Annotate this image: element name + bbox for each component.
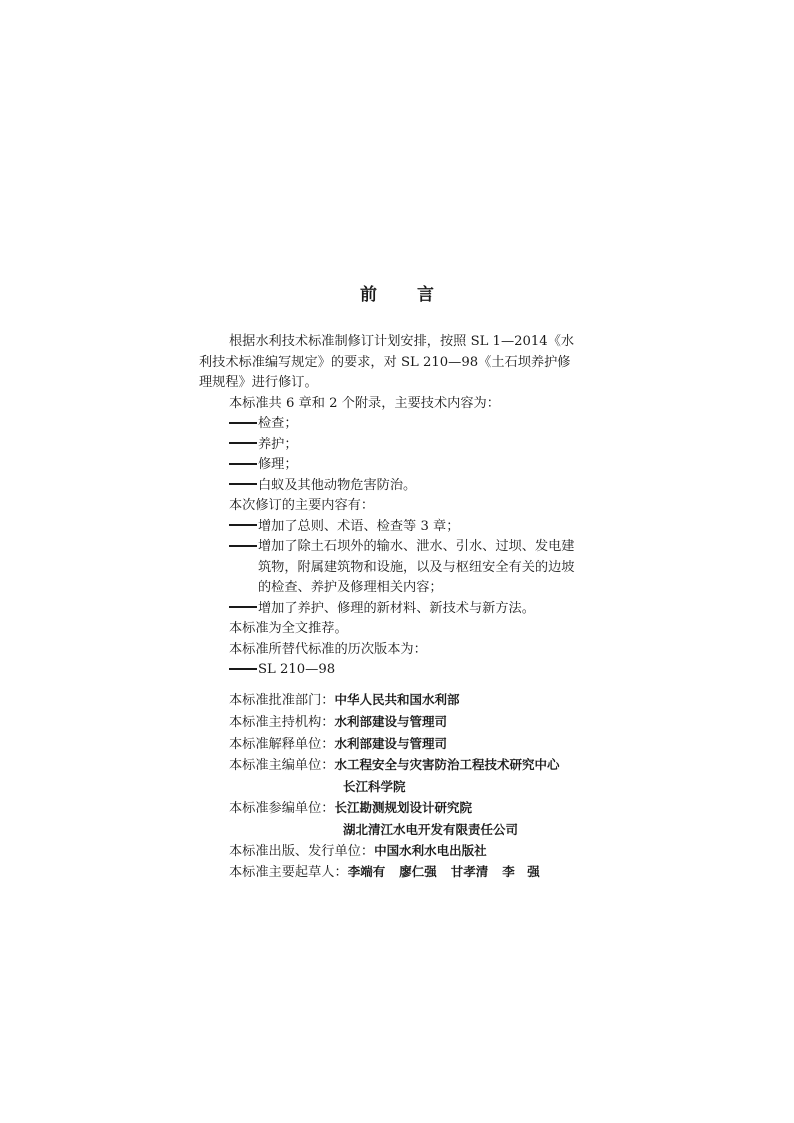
chief-editor-row-cont: 长江科学院 xyxy=(343,779,406,795)
approve-row: 本标准批准部门：中华人民共和国水利部 xyxy=(229,692,460,708)
title-part-2: 言 xyxy=(417,285,434,305)
contents-item: 检查； xyxy=(229,414,595,435)
revision-item-continuation: 的检查、养护及修理相关内容； xyxy=(258,580,443,595)
drafter-name: 甘孝清 xyxy=(450,864,489,880)
revision-intro: 本次修订的主要内容有： xyxy=(229,498,375,513)
participant-row: 本标准参编单位：长江勘测规划设计研究院 xyxy=(229,799,473,816)
host-row: 本标准主持机构：水利部建设与管理司 xyxy=(229,713,448,730)
standard-metadata xyxy=(229,690,629,884)
chief-editor-row: 本标准主编单位：水工程安全与灾害防治工程技术研究中心 xyxy=(229,757,560,774)
intro-paragraph xyxy=(229,332,595,353)
title-part-1: 前 xyxy=(360,285,377,305)
preface-body xyxy=(199,332,595,681)
revision-item: 增加了养护、修理的新材料、新技术与新方法。 xyxy=(229,599,595,620)
interpret-row: 本标准解释单位：水利部建设与管理司 xyxy=(229,735,448,752)
contents-item: 养护； xyxy=(229,435,595,456)
revision-item-continuation: 筑物，附属建筑物和设施，以及与枢纽安全有关的边坡 xyxy=(258,559,575,575)
contents-intro: 本标准共 6 章和 2 个附录，主要技术内容为： xyxy=(229,395,500,411)
intro-line-2: 利技术标准编写规定》的要求，对 SL 210—98《土石坝养护修 xyxy=(199,354,571,370)
page-title xyxy=(0,280,794,305)
recommendation: 本标准为全文推荐。 xyxy=(229,621,348,636)
drafter-name: 廖仁强 xyxy=(399,864,437,880)
publisher-row: 本标准出版、发行单位：中国水利水电出版社 xyxy=(229,842,487,859)
intro-line-3: 理规程》进行修订。 xyxy=(199,375,318,390)
drafters-row: 本标准主要起草人：李端有 廖仁强 甘孝清 李 强 xyxy=(229,864,540,881)
participant-row-cont: 湖北清江水电开发有限责任公司 xyxy=(343,821,519,837)
intro-line-1: 根据水利技术标准制修订计划安排，按照 SL 1—2014《水 xyxy=(229,334,575,349)
history-intro: 本标准所替代标准的历次版本为： xyxy=(229,641,427,657)
drafter-name: 李 强 xyxy=(502,864,540,880)
contents-item: 修理； xyxy=(229,455,595,476)
history-item: SL 210—98 xyxy=(229,660,595,681)
contents-item: 白蚁及其他动物危害防治。 xyxy=(229,476,595,497)
drafter-name: 李端有 xyxy=(347,864,386,880)
revision-item: 增加了总则、术语、检查等 3 章； xyxy=(229,517,595,538)
revision-item: 增加了除土石坝外的输水、泄水、引水、过坝、发电建 xyxy=(229,537,595,558)
